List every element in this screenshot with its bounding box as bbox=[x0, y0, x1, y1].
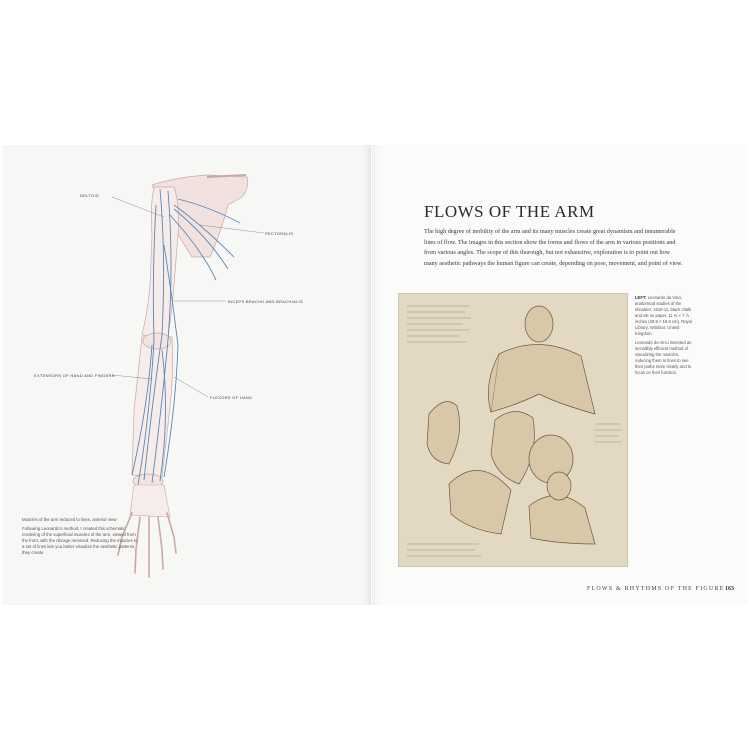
left-caption-text: Following Leonardo's method, I created this schematic rendering of the superficial muscles of the arm, viewed from the front, with the ribcage removed. Reducing the muscles to a set of lines lets you better visualize the aesthetic patterns they create. bbox=[22, 526, 138, 555]
leonardo-sketch-image bbox=[398, 293, 628, 567]
label-flexors: FLEXORS OF HAND bbox=[210, 395, 253, 400]
body-paragraph: The high degree of mobility of the arm and its many muscles create great dynamism and innumerable lines of flow. The images in this section show the forms and flows of the arm in various positions and from various angles. The scope of this thorough, but not exhaustive, exploration is to point out how many aesthetic pathways the human figure can create, depending on pose, movement, and point of view. bbox=[424, 228, 683, 268]
label-pectoralis: PECTORALIS bbox=[265, 231, 294, 236]
book-spread bbox=[0, 145, 750, 605]
label-extensors: EXTENSORS OF HAND AND FINGERS bbox=[34, 373, 115, 378]
right-caption-credit bbox=[635, 295, 693, 337]
right-caption-credit-text: Leonardo da Vinci, anatomical studies of the shoulder, 1510-11, black chalk and ink on paper, 11 ⅜ × 7 ⅞ inches (28.9 × 19.9 cm). Royal Library, Windsor, United Kingdom. bbox=[635, 295, 692, 336]
right-caption-text: Leonardo da Vinci invented an incredibly efficient method of visualizing the muscles, reducing them to lines to see their paths more clearly and to focus on their function. bbox=[635, 340, 692, 375]
page-number: 163 bbox=[725, 586, 734, 592]
left-page bbox=[2, 145, 371, 605]
right-caption-lead: LEFT: bbox=[635, 295, 647, 300]
page-title: FLOWS OF THE ARM bbox=[424, 202, 595, 221]
label-deltoid: DELTOID bbox=[80, 193, 100, 198]
right-page bbox=[372, 145, 748, 605]
right-caption bbox=[635, 295, 693, 379]
sketch-drawing bbox=[399, 294, 627, 566]
left-caption bbox=[22, 517, 140, 559]
running-footer: FLOWS & RHYTHMS OF THE FIGURE bbox=[587, 586, 725, 592]
left-caption-title: Muscles of the arm reduced to lines, anterior view bbox=[22, 517, 117, 522]
label-biceps: BICEPS BRACHII AND BRACHIALIS bbox=[228, 299, 303, 304]
